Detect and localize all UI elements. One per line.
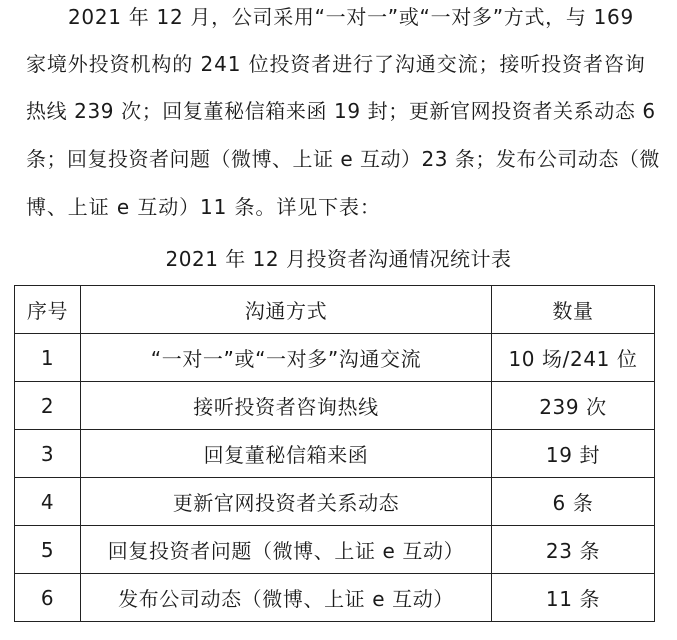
row-method: 回复投资者问题（微博、上证 e 互动）: [81, 526, 492, 574]
row-index: 6: [15, 574, 81, 622]
paragraph-line-2: 家境外投资机构的 241 位投资者进行了沟通交流；接听投资者咨询: [26, 52, 646, 76]
table-row: [15, 334, 655, 382]
row-index: 5: [15, 526, 81, 574]
header-index: 序号: [15, 286, 81, 334]
row-quantity: 10 场/241 位: [492, 334, 655, 382]
row-index: 4: [15, 478, 81, 526]
row-method: 接听投资者咨询热线: [81, 382, 492, 430]
row-method: 更新官网投资者关系动态: [81, 478, 492, 526]
row-quantity: 239 次: [492, 382, 655, 430]
row-method: “一对一”或“一对多”沟通交流: [81, 334, 492, 382]
table-row: [15, 478, 655, 526]
table-row: [15, 382, 655, 430]
row-quantity: 23 条: [492, 526, 655, 574]
row-index: 1: [15, 334, 81, 382]
header-method: 沟通方式: [81, 286, 492, 334]
row-method: 回复董秘信箱来函: [81, 430, 492, 478]
row-method: 发布公司动态（微博、上证 e 互动）: [81, 574, 492, 622]
table-row: [15, 526, 655, 574]
row-quantity: 11 条: [492, 574, 655, 622]
row-index: 2: [15, 382, 81, 430]
paragraph-line-5: 博、上证 e 互动）11 条。详见下表：: [26, 195, 381, 219]
table-header-row: [15, 286, 655, 334]
row-quantity: 19 封: [492, 430, 655, 478]
header-quantity: 数量: [492, 286, 655, 334]
table-row: [15, 574, 655, 622]
row-index: 3: [15, 430, 81, 478]
paragraph-line-1: 2021 年 12 月，公司采用“一对一”或“一对多”方式，与 169: [68, 5, 634, 29]
paragraph-line-4: 条；回复投资者问题（微博、上证 e 互动）23 条；发布公司动态（微: [26, 147, 660, 171]
communication-stats-table: [14, 285, 655, 622]
paragraph-line-3: 热线 239 次；回复董秘信箱来函 19 封；更新官网投资者关系动态 6: [26, 99, 656, 123]
table-row: [15, 430, 655, 478]
row-quantity: 6 条: [492, 478, 655, 526]
table-title: 2021 年 12 月投资者沟通情况统计表: [165, 247, 512, 271]
